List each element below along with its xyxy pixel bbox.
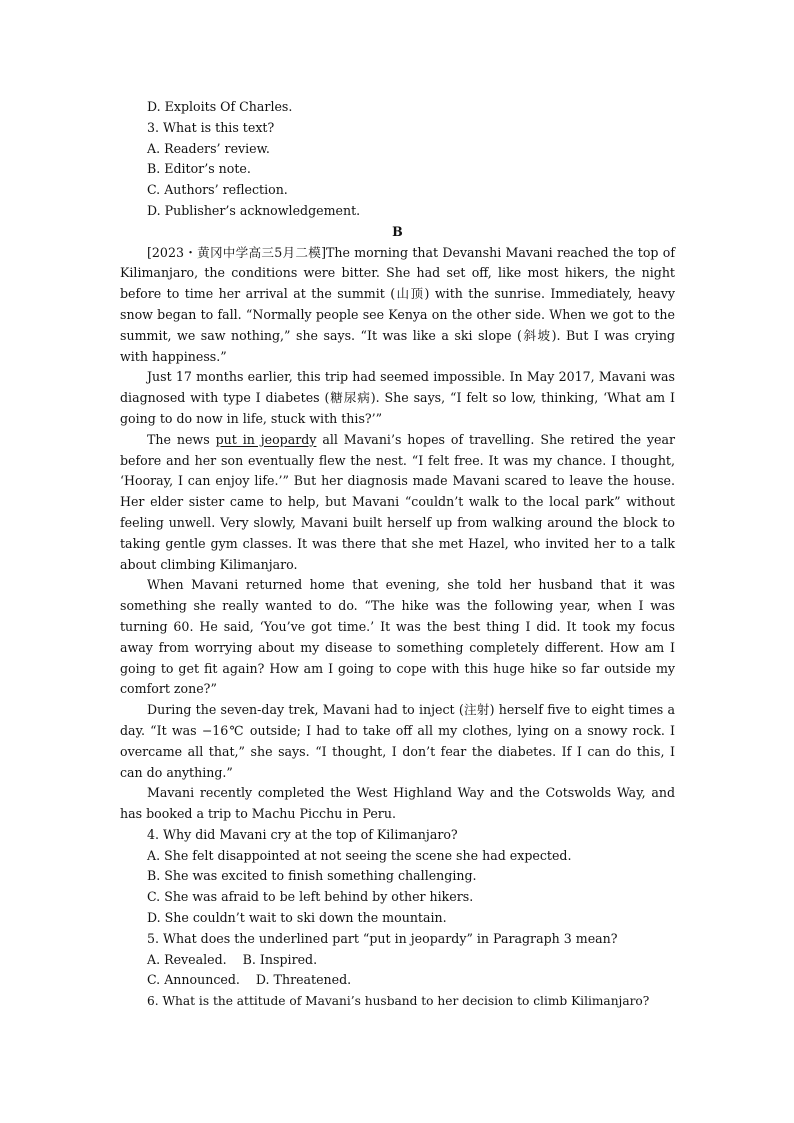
question-stem: 4. Why did Mavani cry at the top of Kilimanjaro? xyxy=(147,826,458,842)
question-stem: 3. What is this text? xyxy=(147,119,275,135)
option-line: C. Authors’ reflection. xyxy=(147,182,288,198)
underlined-phrase: put in jeopardy xyxy=(215,431,317,447)
question-stem: 5. What does the underlined part “put in jeopardy” in Paragraph 3 mean? xyxy=(147,930,618,946)
passage-paragraph: [2023・黄冈中学高三5月二模]The morning that Devanshi Mavani reached the top of Kilimanjaro, the conditions were bitter. She had set off, like most hikers, the night before to time her arrival at the summit (山顶) with the sunrise. Immediately, heavy snow began to fall. “Normally people see Kenya on the other side. When we got to the summit, we saw nothing,” she says. “It was like a ski slope (斜坡). But I was crying with happiness.” xyxy=(120,244,675,364)
question-stem: 6. What is the attitude of Mavani’s husband to her decision to climb Kilimanjaro? xyxy=(147,994,650,1009)
option-line: B. Editor’s note. xyxy=(147,161,251,177)
option-line: D. She couldn’t wait to ski down the mountain. xyxy=(147,910,447,926)
section-heading: B xyxy=(392,223,403,239)
document-page xyxy=(120,97,675,1012)
option-line: A. Revealed. B. Inspired. xyxy=(147,951,318,967)
option-line: C. Announced. D. Threatened. xyxy=(147,972,352,988)
option-line: D. Exploits Of Charles. xyxy=(147,99,293,114)
option-line: C. She was afraid to be left behind by other hikers. xyxy=(147,889,474,905)
option-line: B. She was excited to finish something challenging. xyxy=(147,868,477,884)
passage-paragraph: During the seven-day trek, Mavani had to inject (注射) herself five to eight times a day. “It was −16℃ outside; I had to take off all my clothes, lying on a snowy rock. I overcame all that,” she says. “I thought, I don’t fear the diabetes. If I can do this, I can do anything.” xyxy=(120,702,675,780)
option-line: D. Publisher’s acknowledgement. xyxy=(147,202,361,218)
passage-paragraph xyxy=(120,430,675,576)
option-line: A. Readers’ review. xyxy=(147,140,270,156)
passage-paragraph: When Mavani returned home that evening, she told her husband that it was something she really wanted to do. “The hike was the following year, when I was turning 60. He said, ‘You’ve got time.’ It was the best thing I did. It took my focus away from worrying about my disease to something completely different. How am I going to get fit again? How am I going to cope with this huge hike so far outside my comfort zone?” xyxy=(120,577,675,697)
passage-paragraph: Just 17 months earlier, this trip had seemed impossible. In May 2017, Mavani was diagnosed with type I diabetes (糖尿病). She says, “I felt so low, thinking, ‘What am I going to do now in life, stuck with this?’” xyxy=(120,369,675,426)
paragraph-text: all Mavani’s hopes of travelling. She retired the year before and her son eventually flew the nest. “I felt free. It was my chance. I thought, ‘Hooray, I can enjoy life.’” But her diagnosis made Mavani scared to leave the house. Her elder sister came to help, but Mavani “couldn’t walk to the local park” without feeling unwell. Very slowly, Mavani built herself up from walking around the block to taking gentle gym classes. It was there that she met Hazel, who invited her to a talk about climbing Kilimanjaro. xyxy=(120,431,676,572)
option-line: A. She felt disappointed at not seeing the scene she had expected. xyxy=(147,847,572,863)
passage-paragraph: Mavani recently completed the West Highland Way and the Cotswolds Way, and has booked a trip to Machu Picchu in Peru. xyxy=(120,785,675,822)
paragraph-text: The news xyxy=(147,431,216,447)
